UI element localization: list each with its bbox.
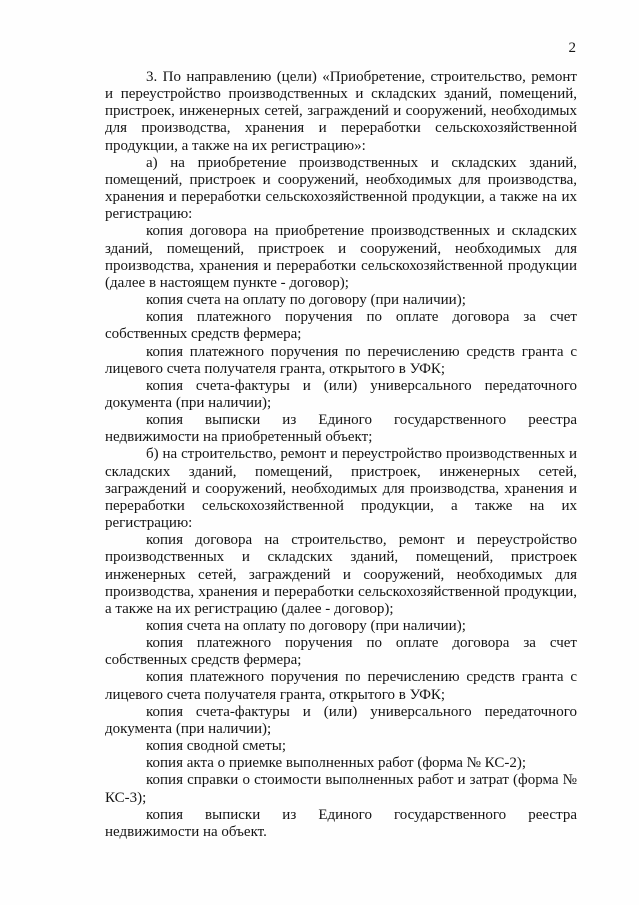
paragraph-subsection-b: б) на строительство, ремонт и переустройство производственных и складских зданий, помещений, пристроек, инженерных сетей, заграждений и сооружений, необходимых для производства, хранения и переработки сельскохозяйственной продукции, а также на их регистрацию:: [105, 446, 577, 532]
list-item: копия платежного поручения по перечислению средств гранта с лицевого счета получателя гранта, открытого в УФК;: [105, 669, 577, 703]
paragraph-subsection-a: а) на приобретение производственных и складских зданий, помещений, пристроек и сооружений, необходимых для производства, хранения и переработки сельскохозяйственной продукции, а также на их регистрацию:: [105, 154, 577, 223]
list-item: копия сводной сметы;: [146, 738, 286, 755]
list-item: копия счета на оплату по договору (при наличии);: [146, 618, 466, 634]
paragraph-section-3-heading: 3. По направлению (цели) «Приобретение, строительство, ремонт и переустройство производственных и складских зданий, помещений, пристроек, инженерных сетей, заграждений и сооружений, необходимых для производства, хранения и переработки сельскохозяйственной продукции, а также на их регистрацию»:: [105, 69, 577, 154]
list-item: копия договора на строительство, ремонт и переустройство производственных и складских зданий, помещений, пристроек инженерных сетей, заграждений и сооружений, необходимых для производства, хранения и переработки сельскохозяйственной продукции, а также на их регистрацию (далее - договор);: [105, 532, 577, 617]
list-item: копия договора на приобретение производственных и складских зданий, помещений, пристроек и сооружений, необходимых для производства, хранения и переработки сельскохозяйственной продукции (далее в настоящем пункте - договор);: [105, 223, 577, 291]
document-body: [105, 69, 577, 841]
page-number: 2: [568, 40, 576, 56]
list-item: копия счета на оплату по договору (при наличии);: [146, 292, 466, 309]
list-item: копия счета-фактуры и (или) универсального передаточного документа (при наличии);: [105, 703, 577, 737]
list-item: копия выписки из Единого государственного реестра недвижимости на объект.: [105, 806, 577, 840]
list-item: копия платежного поручения по оплате договора за счет собственных средств фермера;: [105, 309, 577, 343]
list-item: копия выписки из Единого государственного реестра недвижимости на приобретенный объект;: [105, 412, 577, 446]
list-item: копия платежного поручения по оплате договора за счет собственных средств фермера;: [105, 635, 577, 669]
list-item: копия справки о стоимости выполненных работ и затрат (форма № КС-3);: [105, 772, 577, 806]
list-item: копия платежного поручения по перечислению средств гранта с лицевого счета получателя гранта, открытого в УФК;: [105, 343, 577, 377]
list-item: копия счета-фактуры и (или) универсального передаточного документа (при наличии);: [105, 377, 577, 411]
list-item: копия акта о приемке выполненных работ (форма № КС-2);: [146, 755, 526, 772]
